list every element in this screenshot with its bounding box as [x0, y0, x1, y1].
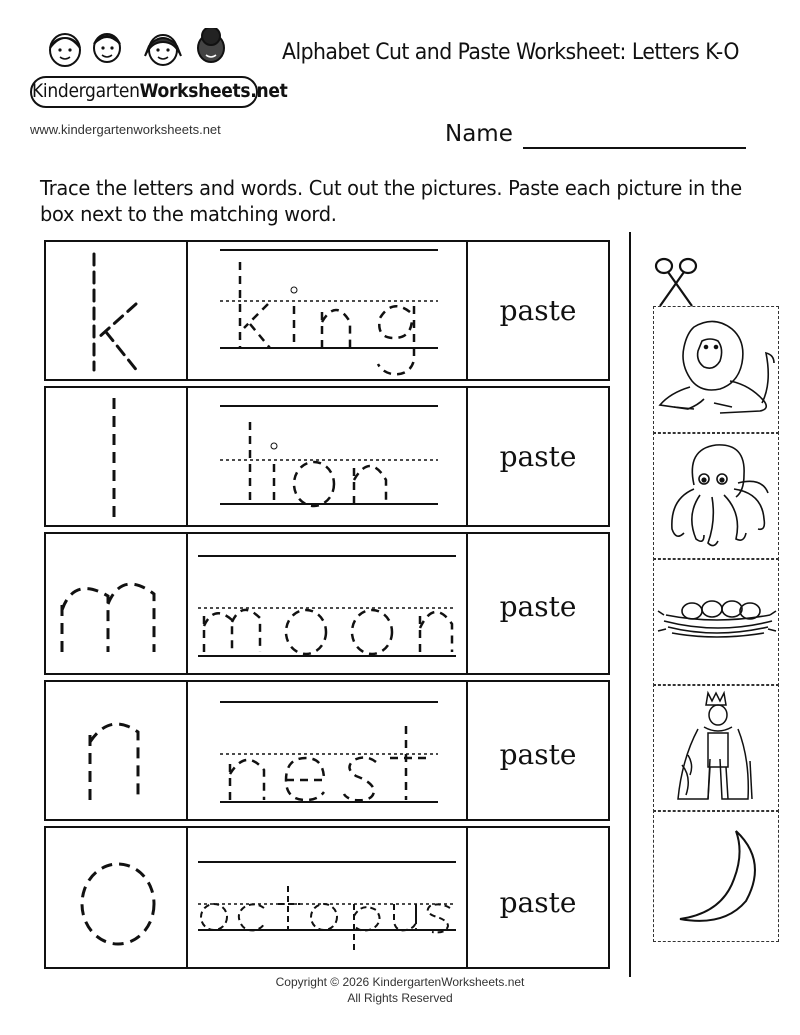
traceable-letter-k	[46, 242, 186, 379]
word-box-moon	[186, 532, 468, 675]
paste-box-4[interactable]	[466, 680, 610, 821]
nest-with-eggs-picture	[654, 559, 778, 683]
king-picture	[654, 685, 778, 809]
paste-box-5[interactable]	[466, 826, 610, 969]
letter-box-k	[44, 240, 188, 381]
octopus-picture	[654, 433, 778, 557]
cutout-nest[interactable]	[653, 558, 779, 686]
paste-box-3[interactable]	[466, 532, 610, 675]
traceable-word-lion	[188, 388, 466, 525]
paste-label: paste	[499, 440, 577, 473]
name-label: Name	[445, 121, 513, 147]
site-url: www.kindergartenworksheets.net	[30, 122, 221, 137]
copyright-text: Copyright © 2026 KindergartenWorksheets.net	[275, 975, 525, 989]
cutout-moon[interactable]	[653, 810, 779, 942]
cutout-king[interactable]	[653, 684, 779, 812]
cutout-pictures	[653, 306, 781, 942]
instructions: Trace the letters and words. Cut out the pictures. Paste each picture in the box next to the matching word.	[40, 176, 742, 226]
traceable-letter-m	[46, 534, 186, 673]
paste-box-2[interactable]	[466, 386, 610, 527]
letter-box-n	[44, 680, 188, 821]
paste-label: paste	[499, 294, 577, 327]
name-line[interactable]	[523, 147, 746, 149]
cutout-octopus[interactable]	[653, 432, 779, 560]
scissors-icon	[652, 254, 700, 310]
footer	[0, 974, 800, 1006]
paste-label: paste	[499, 590, 577, 623]
cutout-lion[interactable]	[653, 306, 779, 434]
word-box-nest	[186, 680, 468, 821]
traceable-word-king	[188, 242, 466, 379]
worksheet-title: Alphabet Cut and Paste Worksheet: Letters K-O	[282, 40, 739, 65]
letter-box-o	[44, 826, 188, 969]
paste-box-1[interactable]	[466, 240, 610, 381]
word-box-octopus	[186, 826, 468, 969]
lion-picture	[654, 307, 778, 431]
cut-separator-line	[629, 232, 631, 977]
letter-box-m	[44, 532, 188, 675]
logo-text-kindergarten: Kindergarten	[32, 80, 140, 102]
paste-label: paste	[499, 886, 577, 919]
traceable-letter-n	[46, 682, 186, 819]
logo-wordmark	[30, 76, 288, 108]
traceable-word-nest	[188, 682, 466, 819]
word-box-king	[186, 240, 468, 381]
traceable-letter-o	[46, 828, 186, 967]
paste-label: paste	[499, 738, 577, 771]
traceable-letter-l	[46, 388, 186, 525]
letter-box-l	[44, 386, 188, 527]
word-box-lion	[186, 386, 468, 527]
rights-text: All Rights Reserved	[347, 991, 453, 1005]
traceable-word-octopus	[188, 828, 466, 967]
logo-text-worksheets: Worksheets.net	[139, 80, 288, 102]
crescent-moon-picture	[654, 811, 778, 939]
traceable-word-moon	[188, 534, 466, 673]
